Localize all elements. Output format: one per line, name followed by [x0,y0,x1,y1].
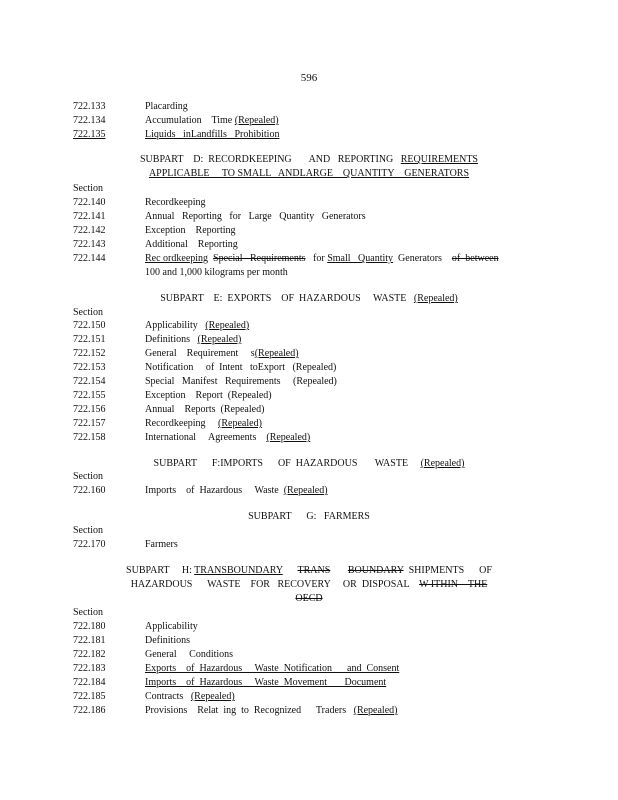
text-fragment: Liquids inLandfills Prohibition [145,129,280,140]
section-title [145,663,399,675]
section-number: 722.154 [73,376,106,387]
section-number: 722.141 [73,211,106,222]
section-row [73,101,188,113]
text-fragment: Recordkeeping [145,197,206,208]
section-title [145,705,397,717]
section-row [73,362,336,374]
text-fragment: Definitions [145,635,190,646]
subpart-e-title: SUBPART E: EXPORTS OF HAZARDOUS WASTE [160,293,414,304]
subpart-f-repealed: (Repealed) [420,458,465,469]
subpart-g-title: SUBPART G: FARMERS [248,511,370,522]
text-fragment: (Repealed) [218,418,262,429]
section-row [73,211,366,223]
subpart-d-heading-line1 [0,154,618,166]
section-row [73,253,499,265]
text-fragment: for [305,253,328,264]
section-title [145,539,178,551]
section-number: 722.143 [73,239,106,250]
section-number: 722.142 [73,225,106,236]
text-fragment: (Repealed) [197,334,242,345]
section-number: 722.133 [73,101,106,112]
text-fragment: Notification of Intent toExport (Repealed) [145,362,337,373]
page-number: 596 [300,72,318,84]
section-row [73,418,262,430]
text-fragment: Definitions [145,334,198,345]
section-row [73,485,328,497]
section-title [145,334,241,346]
text-fragment: OF [464,565,492,576]
section-row [73,348,299,360]
text-fragment: Small Quantity [327,253,394,264]
section-row [73,115,279,127]
section-title [145,362,336,374]
text-fragment: International Agreements [145,432,267,443]
text-fragment: Contracts [145,691,191,702]
section-row [73,404,264,416]
section-title [145,635,190,647]
section-number: 722.181 [73,635,106,646]
text-fragment: W ITHIN THE [419,579,488,590]
section-title [145,677,386,689]
subpart-g-heading [0,511,618,523]
section-number: 722.156 [73,404,106,415]
text-fragment [283,565,298,576]
text-fragment: (Repealed) [266,432,311,443]
text-fragment: (Repealed) [283,485,328,496]
subpart-h-oecd: OECD [295,593,323,604]
text-fragment: of between [451,253,499,264]
section-number: 722.144 [73,253,106,264]
section-row [73,621,198,633]
text-fragment: Applicability [145,320,206,331]
section-number: 722.150 [73,320,106,331]
section-title [145,649,233,661]
section-number: 722.135 [73,129,106,140]
section-title [145,225,236,237]
section-row [73,635,190,647]
section-number: 722.158 [73,432,106,443]
section-number: 722.160 [73,485,106,496]
section-label: Section [73,307,103,318]
section-title [145,390,272,402]
section-row [73,705,397,717]
section-number: 722.186 [73,705,106,716]
text-fragment: Exception Report (Repealed) [145,390,272,401]
section-number: 722.155 [73,390,106,401]
subpart-f-title: SUBPART F:IMPORTS OF HAZARDOUS WASTE [153,458,421,469]
section-row [73,663,399,675]
text-fragment: BOUNDARY [347,565,404,576]
subpart-f-heading [0,458,618,470]
section-row [73,334,241,346]
text-fragment: (Repealed) [254,348,299,359]
text-fragment: General Requirement s [145,348,255,359]
subpart-h-heading-line2 [0,579,618,591]
section-number: 722.182 [73,649,106,660]
text-fragment: Applicability [145,621,198,632]
text-fragment [330,565,348,576]
section-number: 722.180 [73,621,106,632]
subpart-d-title: SUBPART D: RECORDKEEPING AND REPORTING [139,154,401,165]
section-label: Section [73,471,103,482]
text-fragment: Annual Reporting for Large Quantity Generators [145,211,366,222]
text-fragment: SHIPMENTS [408,565,465,576]
section-title [145,197,206,209]
section-row [73,197,206,209]
section-number: 722.153 [73,362,106,373]
section-title [145,211,366,223]
text-fragment: SUBPART H: [126,565,195,576]
subpart-e-heading [0,293,618,305]
text-fragment: Exports of Hazardous Waste Notification and Consent [145,663,400,674]
section-title [145,101,188,113]
section-title [145,253,499,265]
text-fragment: Special Requirements [213,253,306,264]
subpart-d-requirements: REQUIREMENTS [400,154,478,165]
section-title [145,404,264,416]
section-row [73,225,236,237]
section-title [145,348,299,360]
text-fragment: Accumulation Time [145,115,235,126]
section-title [145,485,328,497]
section-row [73,539,178,551]
section-row [73,129,279,141]
section-title [145,239,238,251]
section-label: Section [73,607,103,618]
section-row [73,239,238,251]
section-label: Section [73,183,103,194]
subpart-d-heading-line2 [0,168,618,180]
section-title [145,621,198,633]
subpart-h-heading-line3 [0,593,618,605]
section-row [73,691,235,703]
section-number: 722.157 [73,418,106,429]
section-row [73,320,249,332]
text-fragment: Recordkeeping [145,418,219,429]
section-row [73,677,386,689]
subpart-h-heading-line1 [0,565,618,577]
subpart-e-repealed: (Repealed) [413,293,458,304]
text-fragment: (Repealed) [234,115,279,126]
section-722-144-continuation: 100 and 1,000 kilograms per month [145,267,288,278]
section-title [145,418,262,430]
text-fragment: TRANSBOUNDARY [194,565,283,576]
section-number: 722.184 [73,677,106,688]
section-row [73,649,233,661]
section-number: 722.170 [73,539,106,550]
text-fragment: (Repealed) [190,691,235,702]
section-label: Section [73,525,103,536]
text-fragment: Rec ordkeeping [145,253,209,264]
section-row [73,432,310,444]
text-fragment: Provisions Relat ing to Recognized Traders [145,705,354,716]
text-fragment: HAZARDOUS WASTE FOR RECOVERY OR DISPOSAL [130,579,420,590]
section-title [145,432,310,444]
text-fragment: Special Manifest Requirements (Repealed) [145,376,337,387]
text-fragment: Farmers [145,539,178,550]
section-title [145,115,279,127]
subpart-d-subtitle: APPLICABLE TO SMALL ANDLARGE QUANTITY GENERATORS [148,168,470,179]
text-fragment: TRANS [297,565,331,576]
text-fragment: (Repealed) [205,320,250,331]
section-number: 722.151 [73,334,106,345]
text-fragment: Placarding [145,101,188,112]
section-number: 722.183 [73,663,106,674]
text-fragment: Additional Reporting [145,239,238,250]
text-fragment: Imports of Hazardous Waste [145,485,284,496]
text-fragment: Generators [393,253,452,264]
text-fragment: Annual Reports (Repealed) [145,404,265,415]
section-number: 722.134 [73,115,106,126]
section-row [73,390,272,402]
section-title [145,129,279,141]
text-fragment: Imports of Hazardous Waste Movement Document [145,677,387,688]
section-number: 722.152 [73,348,106,359]
section-number: 722.140 [73,197,106,208]
text-fragment: Exception Reporting [145,225,236,236]
section-row [73,376,337,388]
section-title [145,376,337,388]
section-number: 722.185 [73,691,106,702]
text-fragment: (Repealed) [353,705,398,716]
section-title [145,320,249,332]
text-fragment: General Conditions [145,649,234,660]
section-title [145,691,235,703]
